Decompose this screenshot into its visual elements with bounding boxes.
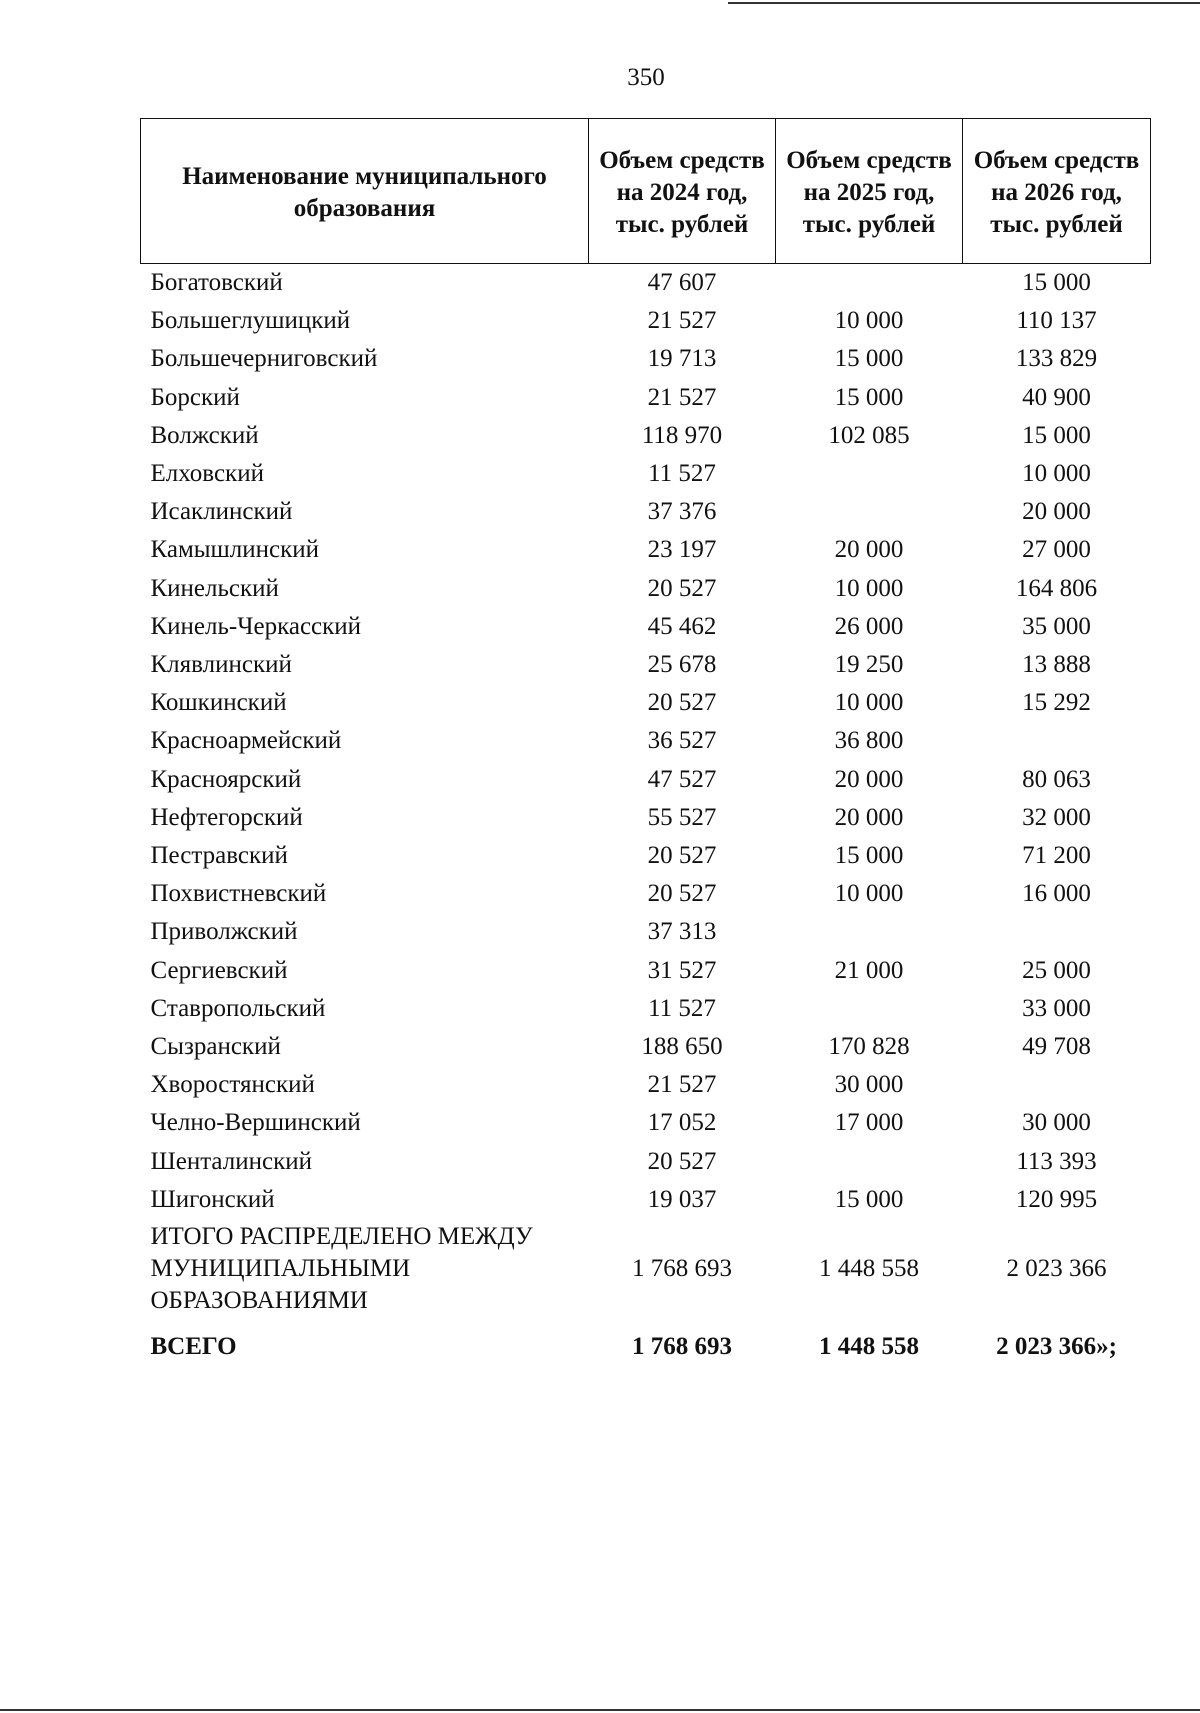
table-row	[141, 493, 1151, 531]
value-2025: 20 000	[834, 765, 904, 793]
value-2025: 10 000	[834, 307, 904, 335]
value-2024: 19 713	[647, 345, 717, 373]
table-row	[141, 837, 1151, 875]
table-row	[141, 570, 1151, 608]
value-2026	[963, 913, 1151, 951]
table-row	[141, 875, 1151, 913]
table-row	[141, 608, 1151, 646]
value-2026: 27 000	[1022, 536, 1091, 564]
value-2025	[776, 913, 963, 951]
value-2025: 20 000	[834, 536, 904, 564]
value-2024: 21 527	[647, 307, 717, 335]
value-2024: 23 197	[647, 536, 717, 564]
table-row	[141, 799, 1151, 837]
municipality-name: Клявлинский	[150, 651, 292, 679]
municipality-name: Нефтегорский	[150, 803, 303, 831]
value-2024: 47 607	[647, 269, 717, 296]
value-2026: 20 000	[1022, 498, 1091, 526]
value-2025: 19 250	[834, 651, 904, 679]
value-2025: 30 000	[834, 1071, 904, 1099]
value-2025: 15 000	[834, 842, 904, 870]
value-2024: 45 462	[647, 612, 717, 640]
table-row	[141, 684, 1151, 722]
value-2025: 170 828	[828, 1033, 910, 1061]
value-2025	[776, 455, 963, 493]
value-2024: 36 527	[647, 727, 717, 755]
funding-table	[140, 118, 1151, 1367]
municipality-name: Богатовский	[150, 269, 283, 296]
municipality-name: Хворостянский	[150, 1071, 315, 1099]
value-2025	[776, 493, 963, 531]
table-row	[141, 646, 1151, 684]
municipality-name: Сергиевский	[150, 956, 288, 984]
value-2026: 13 888	[1022, 651, 1091, 679]
table-row	[141, 913, 1151, 951]
value-2024: 20 527	[647, 574, 717, 602]
value-2024: 17 052	[647, 1109, 717, 1137]
value-2024: 37 376	[647, 498, 717, 526]
value-2024: 47 527	[647, 765, 717, 793]
value-2025: 10 000	[834, 689, 904, 717]
value-2026	[963, 722, 1151, 760]
table-row	[141, 379, 1151, 417]
table-row	[141, 302, 1151, 340]
table-row	[141, 1181, 1151, 1219]
value-2024: 188 650	[641, 1033, 723, 1061]
total-distributed-label: ИТОГО РАСПРЕДЕЛЕНО МЕЖДУ МУНИЦИПАЛЬНЫМИ ОБРАЗОВАНИЯМИ	[150, 1223, 533, 1315]
value-2026: 164 806	[1015, 574, 1098, 602]
value-2025: 26 000	[834, 612, 904, 640]
header-row	[141, 119, 1151, 264]
municipality-name: Шенталинский	[150, 1147, 312, 1175]
value-2025	[776, 264, 963, 303]
value-2025: 17 000	[834, 1109, 904, 1137]
municipality-name: Шигонский	[150, 1185, 275, 1213]
value-2026: 15 292	[1022, 689, 1091, 717]
page-number: 350	[627, 64, 665, 91]
value-2025: 10 000	[834, 880, 904, 908]
value-2025: 20 000	[834, 803, 904, 831]
value-2024: 11 527	[648, 460, 716, 488]
value-2026: 35 000	[1022, 612, 1091, 640]
funding-table-container	[140, 118, 1150, 1367]
value-2024: 20 527	[647, 842, 717, 870]
grand-total-2024: 1 768 693	[632, 1333, 732, 1361]
municipality-name: Красноярский	[150, 765, 302, 793]
value-2024: 20 527	[647, 689, 717, 717]
value-2025: 10 000	[834, 574, 904, 602]
municipality-name: Красноармейский	[150, 727, 342, 755]
scan-edge-bottom	[0, 1709, 1200, 1711]
municipality-name: Кошкинский	[150, 689, 287, 717]
value-2025	[776, 990, 963, 1028]
value-2025: 36 800	[834, 727, 904, 755]
municipality-name: Челно-Вершинский	[150, 1109, 361, 1137]
municipality-name: Камышлинский	[150, 536, 320, 564]
value-2026: 30 000	[1022, 1109, 1091, 1137]
value-2025: 15 000	[834, 345, 904, 373]
total-distributed-2026: 2 023 366	[1006, 1255, 1107, 1283]
table-row	[141, 455, 1151, 493]
municipality-name: Кинель-Черкасский	[150, 612, 362, 640]
value-2025	[776, 1143, 963, 1181]
value-2024: 21 527	[647, 383, 717, 411]
total-distributed-row	[141, 1219, 1151, 1327]
value-2025: 21 000	[834, 956, 904, 984]
table-row	[141, 990, 1151, 1028]
value-2025: 15 000	[834, 1185, 904, 1213]
value-2026: 110 137	[1016, 307, 1097, 335]
value-2026: 25 000	[1022, 956, 1091, 984]
grand-total-2026: 2 023 366»;	[996, 1333, 1117, 1361]
table-row	[141, 1066, 1151, 1104]
value-2026: 133 829	[1015, 345, 1098, 373]
table-row	[141, 417, 1151, 455]
table-header	[141, 119, 1151, 264]
scan-edge-top	[728, 2, 1200, 4]
value-2026: 15 000	[1022, 269, 1091, 296]
municipality-name: Ставропольский	[150, 994, 326, 1022]
municipality-name: Пестравский	[150, 842, 288, 870]
value-2024: 20 527	[647, 880, 717, 908]
table-row	[141, 722, 1151, 760]
municipality-name: Сызранский	[150, 1033, 281, 1061]
value-2026: 80 063	[1022, 765, 1091, 793]
municipality-name: Приволжский	[150, 918, 298, 946]
municipality-name: Исаклинский	[150, 498, 293, 526]
header-2026: Объем средств на 2026 год, тыс. рублей	[963, 119, 1151, 264]
table-body	[141, 264, 1151, 1368]
grand-total-2025: 1 448 558	[819, 1333, 919, 1361]
value-2024: 25 678	[647, 651, 717, 679]
value-2025: 15 000	[834, 383, 904, 411]
value-2025: 102 085	[828, 421, 910, 449]
value-2026: 113 393	[1016, 1147, 1097, 1175]
value-2024: 55 527	[647, 803, 717, 831]
value-2026: 16 000	[1022, 880, 1091, 908]
value-2024: 37 313	[647, 918, 717, 946]
value-2026: 40 900	[1022, 383, 1091, 411]
table-row	[141, 531, 1151, 569]
header-2025: Объем средств на 2025 год, тыс. рублей	[776, 119, 963, 264]
value-2026: 120 995	[1015, 1185, 1098, 1213]
value-2026	[963, 1066, 1151, 1104]
municipality-name: Большечерниговский	[150, 345, 378, 373]
header-2024: Объем средств на 2024 год, тыс. рублей	[589, 119, 776, 264]
total-distributed-2025: 1 448 558	[819, 1255, 919, 1283]
table-row	[141, 1104, 1151, 1142]
value-2026: 15 000	[1022, 421, 1091, 449]
header-municipality: Наименование муниципального образования	[141, 119, 589, 264]
table-row	[141, 340, 1151, 378]
municipality-name: Елховский	[150, 460, 264, 488]
value-2026: 33 000	[1022, 994, 1091, 1022]
total-distributed-2024: 1 768 693	[632, 1255, 732, 1283]
table-row	[141, 761, 1151, 799]
value-2024: 21 527	[647, 1071, 717, 1099]
municipality-name: Кинельский	[150, 574, 279, 602]
table-row	[141, 952, 1151, 990]
municipality-name: Борский	[150, 383, 240, 411]
municipality-name: Волжский	[150, 421, 259, 449]
value-2026: 49 708	[1022, 1033, 1091, 1061]
grand-total-row	[141, 1327, 1151, 1367]
value-2024: 118 970	[641, 421, 723, 449]
value-2024: 20 527	[647, 1147, 717, 1175]
value-2026: 10 000	[1022, 460, 1091, 488]
municipality-name: Похвистневский	[150, 880, 327, 908]
municipality-name: Большеглушицкий	[150, 307, 351, 335]
table-row	[141, 264, 1151, 303]
value-2026: 32 000	[1022, 803, 1091, 831]
value-2026: 71 200	[1022, 842, 1091, 870]
table-row	[141, 1028, 1151, 1066]
table-row	[141, 1143, 1151, 1181]
grand-total-label: ВСЕГО	[150, 1333, 237, 1361]
value-2024: 31 527	[647, 956, 717, 984]
value-2024: 11 527	[648, 994, 716, 1022]
value-2024: 19 037	[647, 1185, 717, 1213]
